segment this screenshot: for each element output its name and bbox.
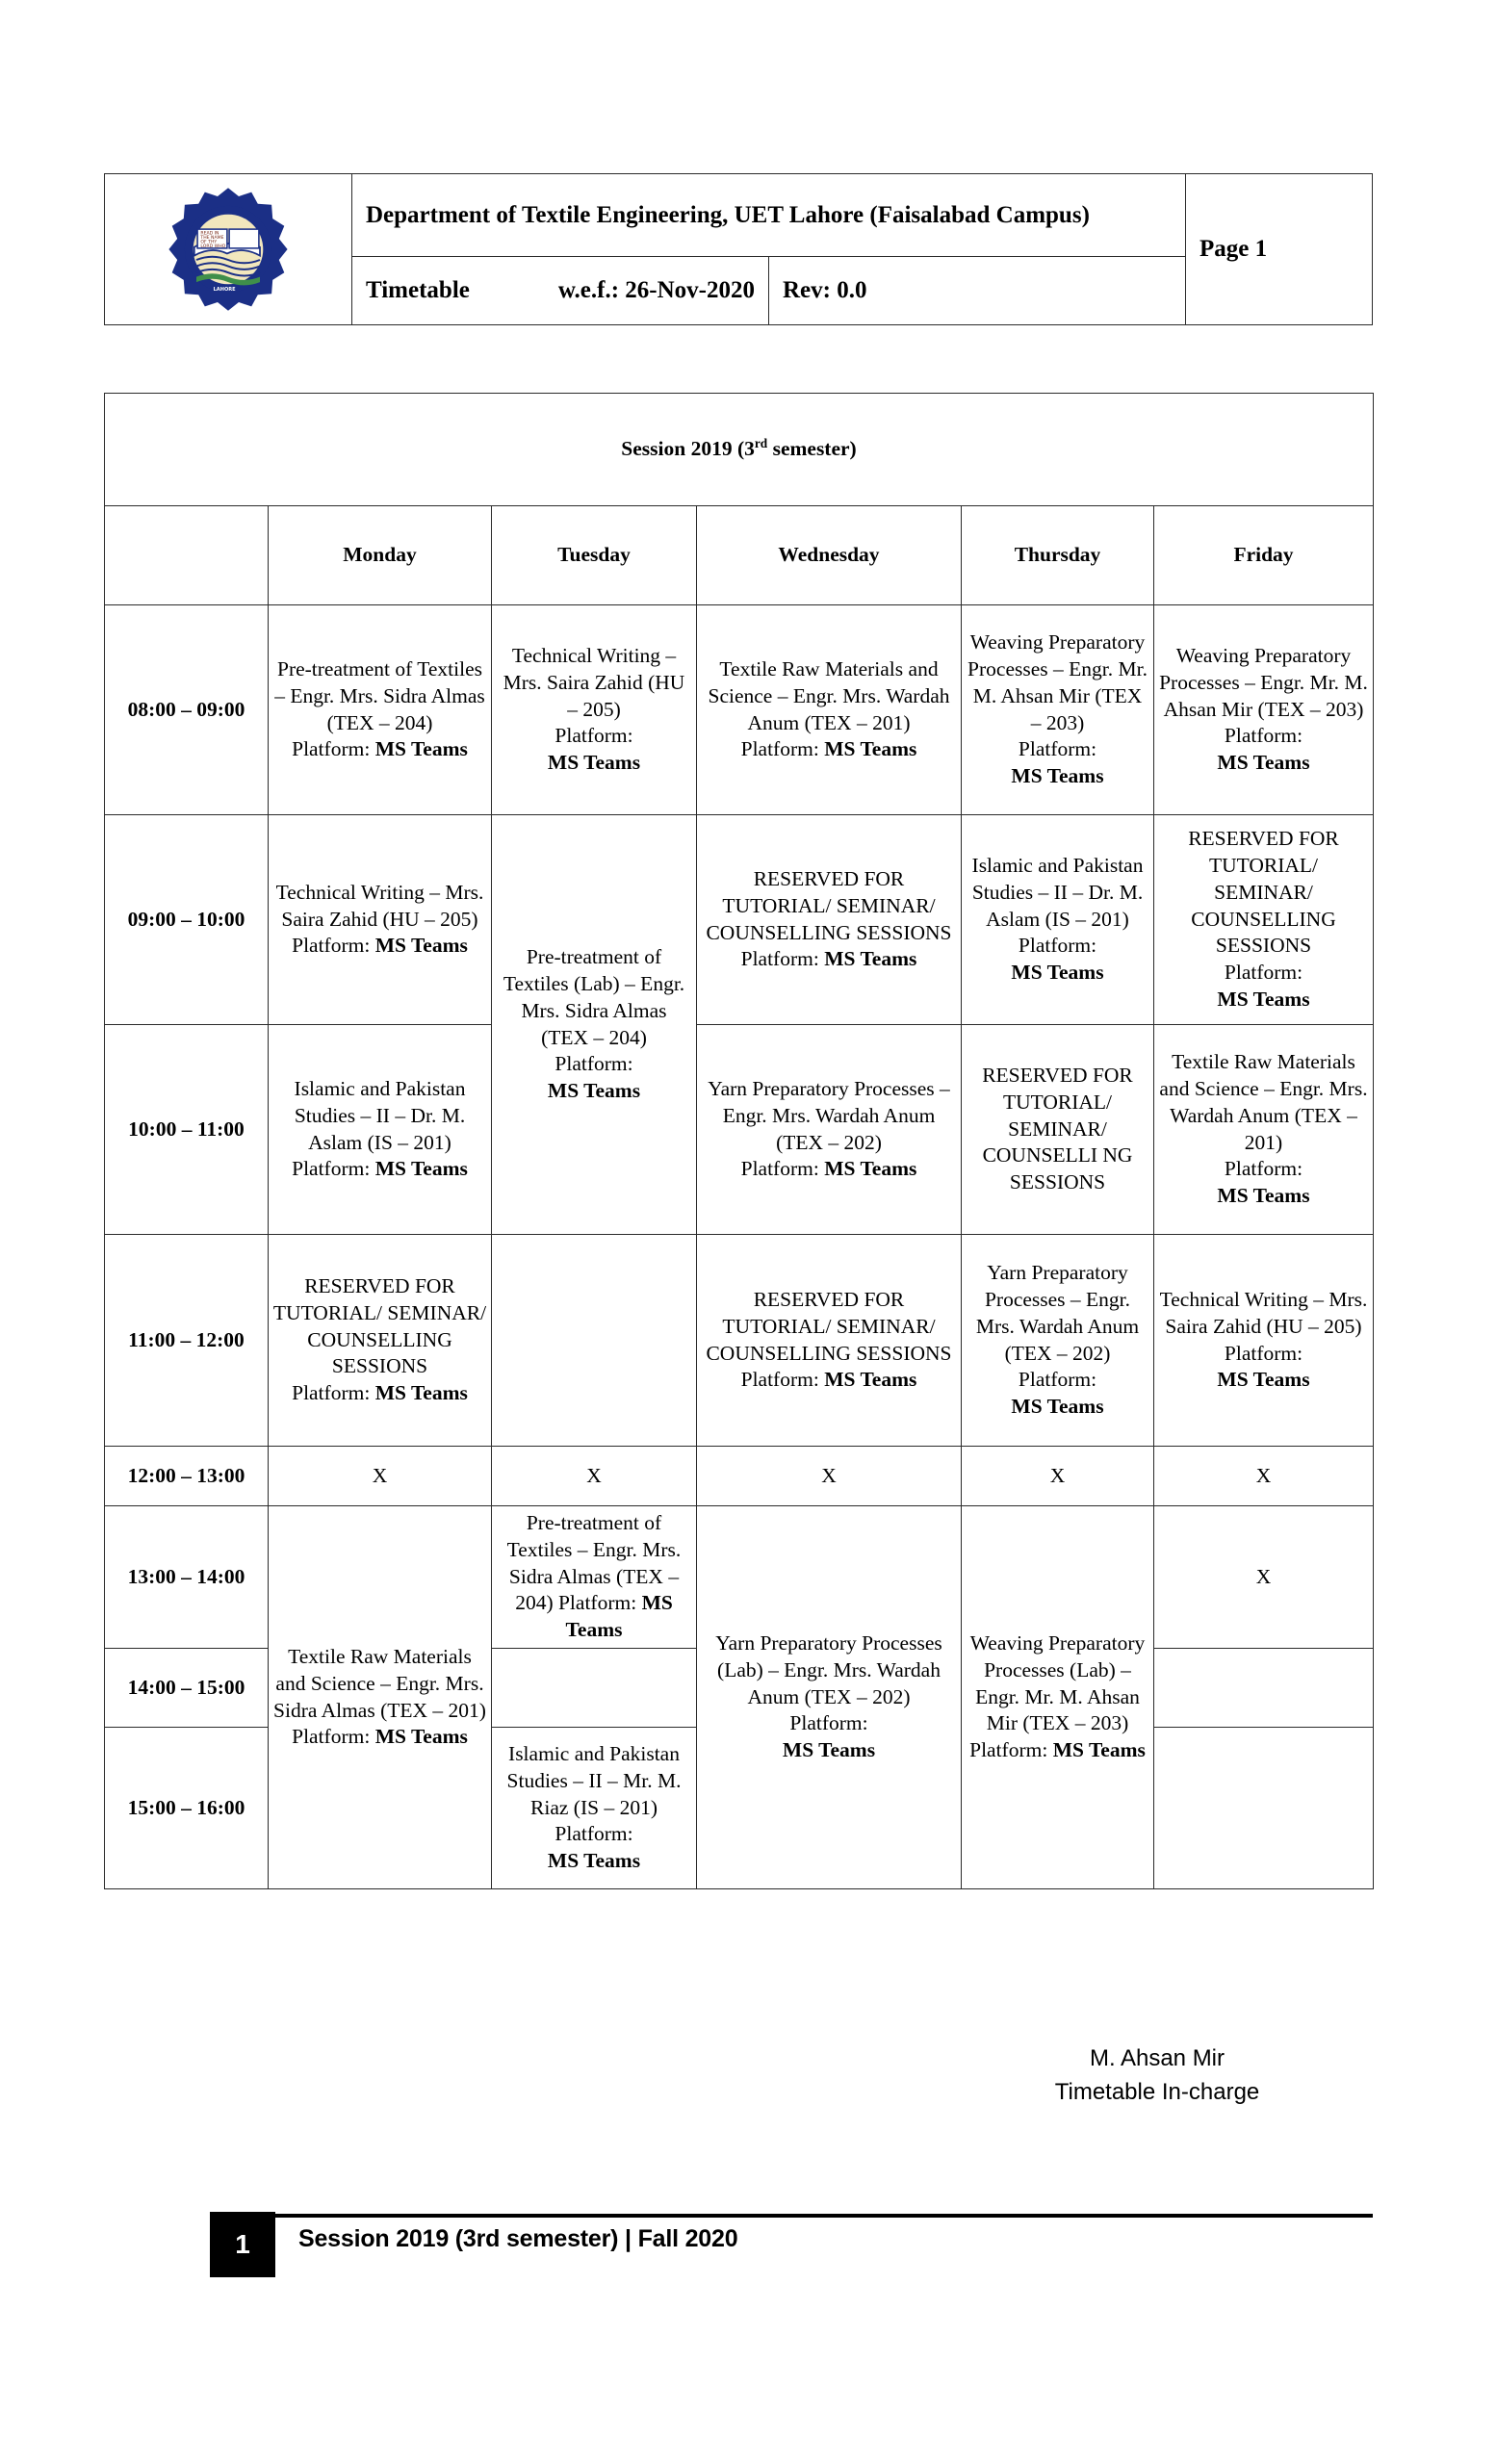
svg-text:READ IN: READ IN xyxy=(200,231,219,237)
platform-value: MS Teams xyxy=(1217,1368,1310,1392)
corner-cell xyxy=(105,506,269,605)
platform-label: Platform: xyxy=(292,1725,375,1749)
time-slot-1000: 10:00 – 11:00 xyxy=(105,1025,269,1235)
platform-label: Platform: xyxy=(292,1157,375,1181)
break-cell-thu: X xyxy=(962,1447,1154,1506)
svg-text:LORD WHO: LORD WHO xyxy=(200,244,226,249)
class-cell-fri-0900 xyxy=(1154,815,1374,1025)
doc-type-cell xyxy=(352,256,769,324)
title-tail: semester) xyxy=(767,437,857,461)
day-header-row xyxy=(105,506,1374,605)
class-desc: RESERVED FOR TUTORIAL/ SEMINAR/ COUNSELLI NG SESSIONS xyxy=(982,1063,1133,1194)
platform-value: MS Teams xyxy=(824,737,917,761)
class-cell-tue-1100-empty xyxy=(492,1235,697,1447)
platform-value: MS Teams xyxy=(1217,1184,1310,1208)
platform-label: Platform: xyxy=(555,724,633,748)
timetable xyxy=(104,393,1374,1889)
platform-value: MS Teams xyxy=(1011,961,1104,985)
class-cell-wed-0900 xyxy=(697,815,962,1025)
class-cell-thu-0800 xyxy=(962,605,1154,815)
class-desc: Yarn Preparatory Processes – Engr. Mrs. Wardah Anum (TEX – 202) xyxy=(708,1076,950,1154)
class-desc: Pre-treatment of Textiles (Lab) – Engr. Mrs. Sidra Almas (TEX – 204) xyxy=(503,944,685,1049)
platform-label: Platform: xyxy=(1224,1341,1303,1365)
platform-label: Platform: xyxy=(555,1052,633,1076)
platform-value: MS Teams xyxy=(374,1381,468,1405)
day-header-friday: Friday xyxy=(1154,506,1374,605)
class-cell-thu-1300-1600 xyxy=(962,1506,1154,1889)
platform-label: Platform: xyxy=(1018,934,1097,958)
class-cell-fri-1000 xyxy=(1154,1025,1374,1235)
class-desc: RESERVED FOR TUTORIAL/ SEMINAR/ COUNSELLING SESSIONS xyxy=(706,1287,952,1365)
svg-text:LAHORE: LAHORE xyxy=(213,286,236,293)
platform-label: Platform: xyxy=(1018,1368,1097,1392)
platform-label: Platform: xyxy=(292,934,375,958)
class-cell-wed-1100 xyxy=(697,1235,962,1447)
class-desc: RESERVED FOR TUTORIAL/ SEMINAR/ COUNSELLING SESSIONS xyxy=(706,866,952,944)
time-slot-1200: 12:00 – 13:00 xyxy=(105,1447,269,1506)
class-cell-mon-1300-1600 xyxy=(269,1506,492,1889)
platform-label: Platform: xyxy=(292,737,375,761)
platform-value: MS Teams xyxy=(824,947,917,971)
platform-label: Platform: xyxy=(292,1381,375,1405)
day-header-tuesday: Tuesday xyxy=(492,506,697,605)
class-cell-tue-0800 xyxy=(492,605,697,815)
time-slot-1100: 11:00 – 12:00 xyxy=(105,1235,269,1447)
platform-value: MS Teams xyxy=(1217,988,1310,1012)
class-desc: Textile Raw Materials and Science – Engr. Mrs. Wardah Anum (TEX – 201) xyxy=(708,656,950,734)
class-cell-mon-0800 xyxy=(269,605,492,815)
platform-label: Platform: xyxy=(789,1711,868,1735)
platform-label: Platform: xyxy=(1224,1157,1303,1181)
platform-value: MS Teams xyxy=(1011,764,1104,788)
timetable-row xyxy=(105,1025,1374,1235)
signature-name: M. Ahsan Mir xyxy=(1089,2045,1225,2071)
platform-value: MS Teams xyxy=(374,737,468,761)
class-desc: Technical Writing – Mrs. Saira Zahid (HU – 205) xyxy=(1159,1287,1368,1338)
class-cell-tue-0900-1100 xyxy=(492,815,697,1235)
platform-label: Platform: xyxy=(555,1822,633,1846)
time-slot-1400: 14:00 – 15:00 xyxy=(105,1649,269,1728)
class-desc: Technical Writing – Mrs. Saira Zahid (HU – 205) xyxy=(503,643,685,721)
class-desc: RESERVED FOR TUTORIAL/ SEMINAR/ COUNSELLING SESSIONS xyxy=(272,1273,487,1378)
title-main: Session 2019 (3 xyxy=(621,437,755,461)
class-cell-tue-1300 xyxy=(492,1506,697,1649)
class-cell-thu-1100 xyxy=(962,1235,1154,1447)
class-desc: Yarn Preparatory Processes (Lab) – Engr. Mrs. Wardah Anum (TEX – 202) xyxy=(715,1630,942,1708)
platform-value: MS Teams xyxy=(547,1849,641,1873)
svg-text:THE NAME: THE NAME xyxy=(200,236,224,241)
wef-label: w.e.f.: 26-Nov-2020 xyxy=(557,276,755,303)
time-slot-1500: 15:00 – 16:00 xyxy=(105,1728,269,1889)
platform-label: Platform: xyxy=(1224,724,1303,748)
page-label: Page 1 xyxy=(1186,174,1373,325)
uet-crest-icon xyxy=(109,186,348,313)
class-cell-mon-1000 xyxy=(269,1025,492,1235)
class-desc: Islamic and Pakistan Studies – II – Dr. M. Aslam (IS – 201) xyxy=(294,1076,466,1154)
class-desc: Textile Raw Materials and Science – Engr. Mrs. Sidra Almas (TEX – 201) xyxy=(273,1644,486,1722)
class-desc: Technical Writing – Mrs. Saira Zahid (HU – 205) xyxy=(275,880,484,931)
break-cell-wed: X xyxy=(697,1447,962,1506)
doc-type-label: Timetable xyxy=(366,276,470,303)
class-desc: Textile Raw Materials and Science – Engr. Mrs. Wardah Anum (TEX – 201) xyxy=(1159,1049,1368,1154)
signature-role: Timetable In-charge xyxy=(1054,2078,1260,2105)
day-header-wednesday: Wednesday xyxy=(697,506,962,605)
timetable-title xyxy=(105,394,1374,506)
break-cell-fri: X xyxy=(1154,1447,1374,1506)
class-desc: Islamic and Pakistan Studies – II – Mr. M. Riaz (IS – 201) xyxy=(506,1741,682,1819)
footer-divider xyxy=(250,2214,1373,2218)
timetable-row xyxy=(105,605,1374,815)
class-cell-fri-1300: X xyxy=(1154,1506,1374,1649)
platform-value: MS Teams xyxy=(374,934,468,958)
class-cell-wed-1300-1600 xyxy=(697,1506,962,1889)
class-cell-wed-0800 xyxy=(697,605,962,815)
class-cell-tue-1400-empty xyxy=(492,1649,697,1728)
timetable-row xyxy=(105,1235,1374,1447)
platform-value: MS Teams xyxy=(824,1368,917,1392)
platform-label: Platform: xyxy=(740,1368,825,1392)
platform-label: Platform: xyxy=(740,1157,825,1181)
platform-label: Platform: xyxy=(740,947,825,971)
title-ordinal: rd xyxy=(754,436,768,451)
day-header-thursday: Thursday xyxy=(962,506,1154,605)
class-cell-mon-1100 xyxy=(269,1235,492,1447)
signature-block xyxy=(936,2042,1379,2110)
timetable-row xyxy=(105,815,1374,1025)
platform-value: MS Teams xyxy=(565,1591,673,1642)
header-table xyxy=(104,173,1373,325)
page-number-badge: 1 xyxy=(210,2212,275,2277)
time-slot-0800: 08:00 – 09:00 xyxy=(105,605,269,815)
day-header-monday: Monday xyxy=(269,506,492,605)
platform-value: MS Teams xyxy=(1052,1738,1146,1762)
time-slot-1300: 13:00 – 14:00 xyxy=(105,1506,269,1649)
class-desc: Weaving Preparatory Processes – Engr. Mr. M. Ahsan Mir (TEX – 203) xyxy=(967,629,1148,734)
class-cell-mon-0900 xyxy=(269,815,492,1025)
class-desc: Weaving Preparatory Processes (Lab) – Engr. Mr. M. Ahsan Mir (TEX – 203) Platform: xyxy=(969,1630,1146,1762)
class-cell-thu-0900 xyxy=(962,815,1154,1025)
platform-value: MS Teams xyxy=(547,1079,641,1103)
platform-value: MS Teams xyxy=(547,751,641,775)
time-slot-0900: 09:00 – 10:00 xyxy=(105,815,269,1025)
platform-value: MS Teams xyxy=(374,1157,468,1181)
svg-text:OF THY: OF THY xyxy=(200,240,218,245)
platform-value: MS Teams xyxy=(782,1738,876,1762)
platform-value: MS Teams xyxy=(824,1157,917,1181)
class-cell-thu-1000 xyxy=(962,1025,1154,1235)
platform-value: MS Teams xyxy=(374,1725,468,1749)
platform-label: Platform: xyxy=(740,737,825,761)
class-desc: Pre-treatment of Textiles – Engr. Mrs. Sidra Almas (TEX – 204) Platform: xyxy=(506,1510,682,1615)
platform-label: Platform: xyxy=(1224,961,1303,985)
break-cell-mon: X xyxy=(269,1447,492,1506)
class-desc: Yarn Preparatory Processes – Engr. Mrs. Wardah Anum (TEX – 202) xyxy=(975,1260,1140,1365)
class-cell-fri-0800 xyxy=(1154,605,1374,815)
revision-label: Rev: 0.0 xyxy=(769,256,1186,324)
timetable-row-break xyxy=(105,1447,1374,1506)
platform-value: MS Teams xyxy=(1011,1395,1104,1419)
class-desc: RESERVED FOR TUTORIAL/ SEMINAR/ COUNSELLING SESSIONS xyxy=(1188,826,1339,958)
class-cell-fri-1100 xyxy=(1154,1235,1374,1447)
timetable-row xyxy=(105,1506,1374,1649)
department-title: Department of Textile Engineering, UET Lahore (Faisalabad Campus) xyxy=(352,174,1186,257)
logo-cell xyxy=(105,174,352,325)
class-cell-fri-1500-empty xyxy=(1154,1728,1374,1889)
class-desc: Pre-treatment of Textiles – Engr. Mrs. Sidra Almas (TEX – 204) xyxy=(274,656,485,734)
class-cell-fri-1400-empty xyxy=(1154,1649,1374,1728)
class-cell-tue-1500 xyxy=(492,1728,697,1889)
class-cell-wed-1000 xyxy=(697,1025,962,1235)
platform-label: Platform: xyxy=(1018,737,1097,761)
timetable-container xyxy=(104,393,1373,1889)
class-desc: Weaving Preparatory Processes – Engr. Mr. M. Ahsan Mir (TEX – 203) xyxy=(1159,643,1368,721)
platform-value: MS Teams xyxy=(1217,751,1310,775)
document-header xyxy=(104,173,1373,325)
break-cell-tue: X xyxy=(492,1447,697,1506)
footer-text: Session 2019 (3rd semester) | Fall 2020 xyxy=(298,2225,738,2252)
class-desc: Islamic and Pakistan Studies – II – Dr. M. Aslam (IS – 201) xyxy=(971,853,1144,931)
